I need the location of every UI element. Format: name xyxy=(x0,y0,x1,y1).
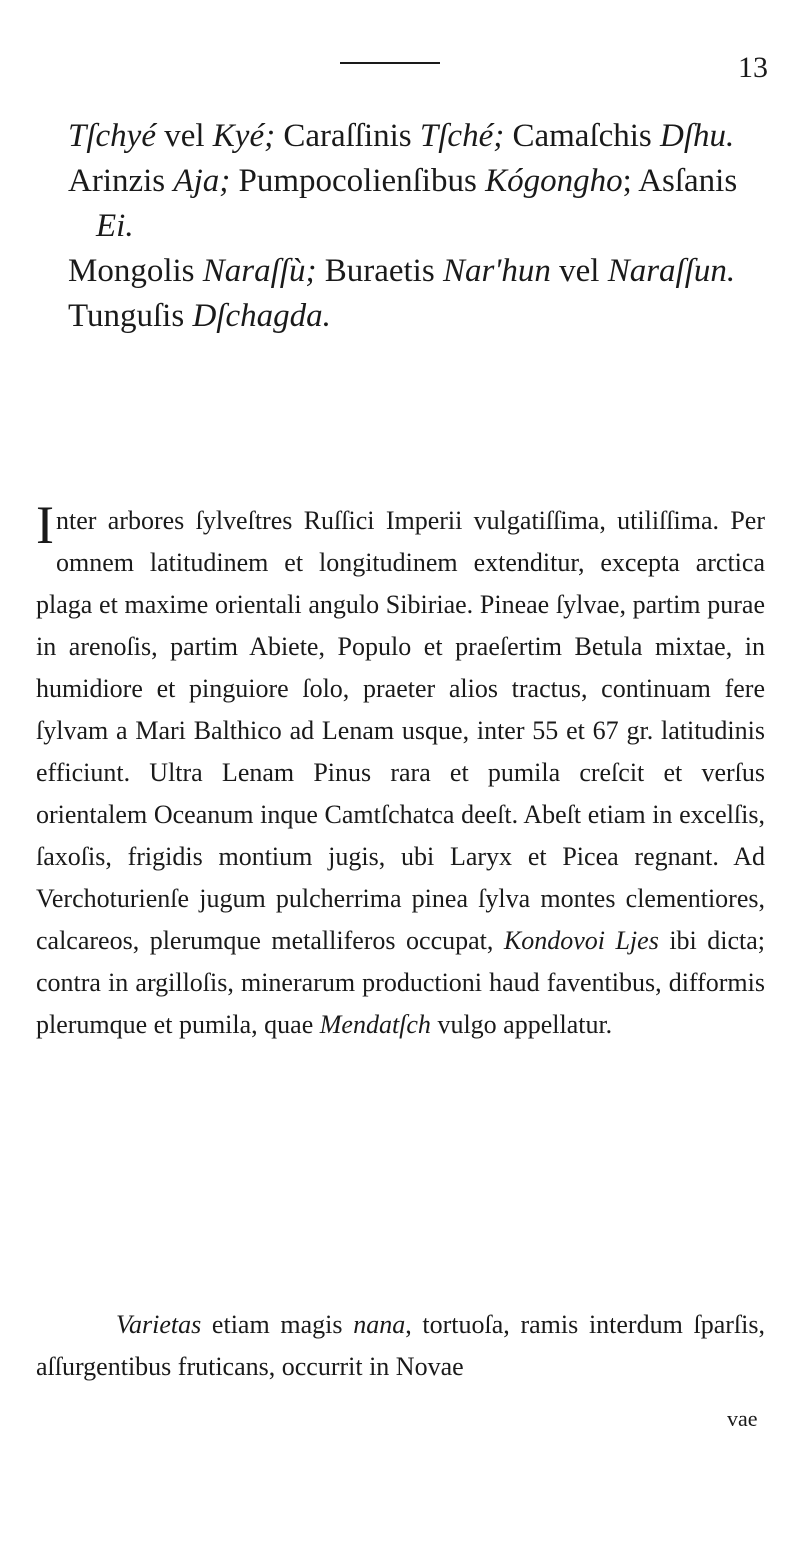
italic-term: Tſché; xyxy=(419,118,505,154)
text-run: etiam magis xyxy=(201,1310,354,1339)
italic-term: Aja; xyxy=(173,163,231,199)
names-entry xyxy=(68,159,768,249)
italic-term: Dſchagda. xyxy=(192,298,331,334)
text-run: nter arbores ſylveſtres Ruſſici Imperii vulgatiſſima, utiliſſima. Per omnem latitudinem et longitudinem extenditur, excepta arctica plaga et maxime orientali angulo Sibiriae. Pineae ſylvae, partim purae in arenoſis, partim Abiete, Populo et praeſertim Betula mixtae, in humidiore et pinguiore ſolo, praeter alios tractus, continuam fere ſylvam a Mari Balthico ad Lenam usque, inter 55 et 67 gr. latitudinis efficiunt. Ultra Lenam Pinus rara et pumila creſcit et verſus orientalem Oceanum inque Camtſchatca deeſt. Abeſt etiam in excelſis, ſaxoſis, frigidis montium jugis, ubi Laryx et Picea regnant. Ad Verchoturienſe jugum pulcherrima pinea ſylva montes clementiores, calcareos, plerumque metalliferos occupat, xyxy=(36,506,765,955)
italic-term: Naraſſun. xyxy=(607,253,736,289)
main-paragraph xyxy=(36,495,766,1046)
text-run: Mongolis xyxy=(68,253,203,289)
text-run: Arinzis xyxy=(68,163,174,199)
text-run: Tunguſis xyxy=(68,298,193,334)
catchword: vae xyxy=(727,1406,758,1431)
text-run: vel xyxy=(550,253,608,289)
italic-term: Kógongho xyxy=(485,163,623,199)
text-run: Pumpocolienſibus xyxy=(230,163,486,199)
text-run: vel xyxy=(155,118,213,154)
text-run: ; Asſanis xyxy=(622,163,738,199)
italic-term: nana xyxy=(353,1310,406,1339)
vernacular-names-list xyxy=(68,114,768,339)
main-paragraph-text xyxy=(36,506,765,1039)
header-rule xyxy=(340,62,440,64)
italic-term: Kyé; xyxy=(212,118,276,154)
italic-term: Nar'hun xyxy=(442,253,551,289)
text-run: ibi dicta; contra in argilloſis, minerarum productioni haud faventibus, difformis plerumque et pumila, quae xyxy=(36,926,766,1039)
text-run: Buraetis xyxy=(316,253,443,289)
italic-term: Dſhu. xyxy=(660,118,735,154)
italic-term: Ei. xyxy=(96,208,134,244)
text-run: Camaſchis xyxy=(504,118,661,154)
italic-term: Tſchyé xyxy=(68,118,156,154)
italic-term: Varietas xyxy=(116,1310,202,1339)
names-entry xyxy=(68,249,768,294)
page-number: 13 xyxy=(738,51,768,84)
text-run: , tortuoſa, ramis interdum ſparſis, aſſurgentibus fruticans, occurrit in Novae xyxy=(36,1310,765,1381)
names-entry xyxy=(68,294,768,339)
italic-term: Naraſſù; xyxy=(202,253,317,289)
text-run: vulgo appellatur. xyxy=(430,1010,613,1039)
drop-cap-initial: I xyxy=(36,495,54,555)
italic-term: Kondovoi Ljes xyxy=(503,926,659,955)
second-paragraph xyxy=(36,1304,765,1388)
text-run: Caraſſinis xyxy=(275,118,420,154)
names-entry xyxy=(68,114,768,159)
italic-term: Mendatſch xyxy=(319,1010,431,1039)
